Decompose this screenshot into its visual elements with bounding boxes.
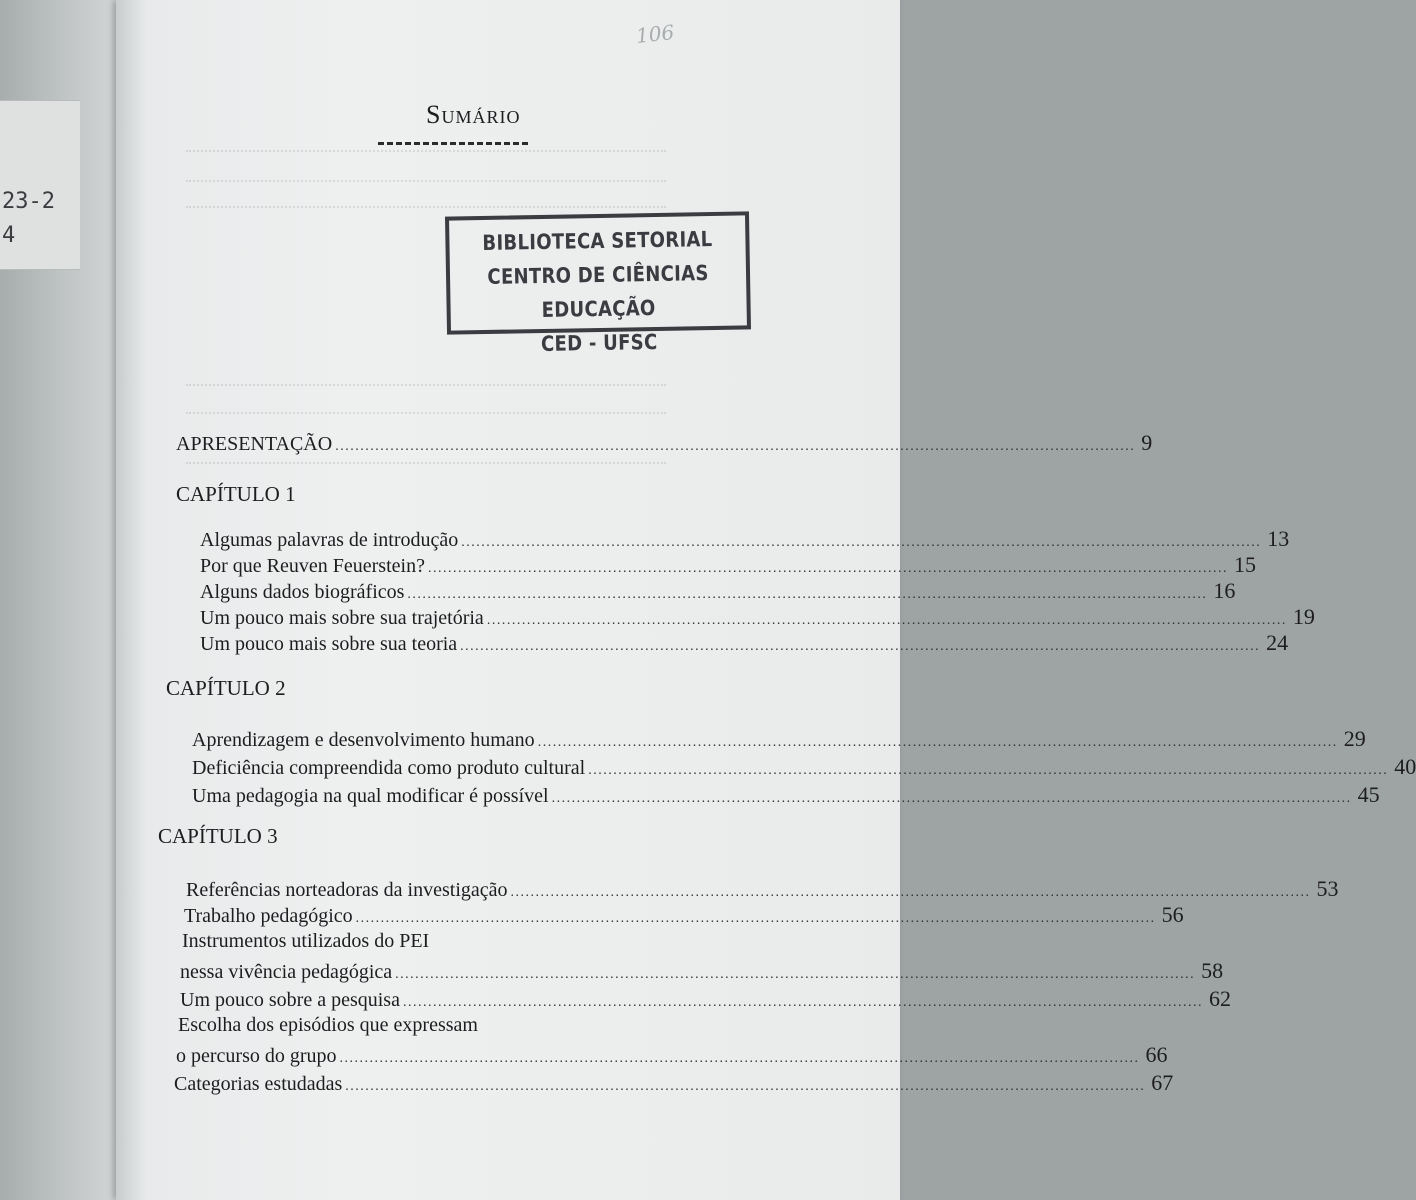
toc-entry-label: Um pouco mais sobre sua teoria: [200, 633, 458, 655]
chapter-2-heading: CAPÍTULO 2: [166, 676, 286, 700]
toc-entry-label-line-1: Instrumentos utilizados do PEI: [182, 930, 430, 952]
toc-entry-label: Um pouco sobre a pesquisa: [180, 989, 400, 1011]
toc-page-number: 45: [1357, 782, 1380, 807]
toc-entry[interactable]: [200, 552, 1256, 578]
book-page: [116, 0, 1416, 1200]
page-title: Sumário: [426, 100, 521, 129]
stamp-line-1: BIBLIOTECA SETORIAL: [482, 226, 713, 256]
toc-entry[interactable]: [180, 958, 1224, 984]
title-divider: [378, 142, 528, 145]
toc-page-number: 66: [1145, 1042, 1168, 1067]
toc-entry-label: Trabalho pedagógico: [184, 905, 353, 927]
toc-page-number: 19: [1292, 604, 1315, 629]
chapter-3-heading: CAPÍTULO 3: [158, 824, 278, 848]
toc-page-number: 62: [1208, 986, 1231, 1011]
toc-leader-dots: ................................................................................................................................................................: [537, 735, 1338, 750]
toc-entry[interactable]: [180, 986, 1231, 1012]
left-page: [0, 0, 120, 1200]
toc-entry[interactable]: [200, 526, 1290, 552]
toc-entry-label: Por que Reuven Feuerstein?: [200, 555, 425, 577]
toc-leader-dots: ................................................................................................................................................................: [551, 791, 1352, 806]
toc-page-number: 67: [1151, 1070, 1174, 1095]
pencil-annotation: 106: [634, 20, 676, 48]
toc-entry-apresentacao[interactable]: [176, 430, 1153, 456]
toc-leader-dots: ................................................................................................................................................................: [407, 587, 1208, 602]
toc-leader-dots: ................................................................................................................................................................: [395, 967, 1196, 982]
toc-page-number: 15: [1233, 552, 1256, 577]
toc-page-number: 56: [1161, 902, 1184, 927]
toc-page-number: 13: [1267, 526, 1290, 551]
chapter-1-heading: CAPÍTULO 1: [176, 482, 296, 506]
library-call-number-label: [0, 100, 80, 270]
toc-entry[interactable]: [174, 1070, 1174, 1096]
toc-entry-label: Algumas palavras de introdução: [200, 529, 459, 551]
toc-entry-label: Categorias estudadas: [174, 1073, 343, 1095]
toc-entry[interactable]: [192, 782, 1380, 808]
toc-leader-dots: ................................................................................................................................................................: [355, 911, 1156, 926]
toc-leader-dots: ................................................................................................................................................................: [427, 561, 1228, 576]
toc-leader-dots: ................................................................................................................................................................: [345, 1079, 1146, 1094]
call-number-line-2: 4: [2, 223, 16, 248]
toc-entry-label-line-1: Escolha dos episódios que expressam: [178, 1014, 478, 1036]
toc-entry[interactable]: [200, 604, 1315, 630]
toc-entry[interactable]: [176, 1042, 1168, 1068]
toc-leader-dots: ................................................................................................................................................................: [588, 763, 1389, 778]
toc-entry-label: Uma pedagogia na qual modificar é possível: [192, 785, 549, 807]
stamp-line-3: CED - UFSC: [540, 329, 658, 357]
toc-page-number: 58: [1201, 958, 1224, 983]
toc-entry[interactable]: [184, 902, 1184, 928]
toc-leader-dots: ................................................................................................................................................................: [339, 1051, 1140, 1066]
toc-leader-dots: ................................................................................................................................................................: [461, 535, 1262, 550]
toc-entry-label: Deficiência compreendida como produto cultural: [192, 757, 586, 779]
toc-leader-dots: ................................................................................................................................................................: [402, 995, 1203, 1010]
toc-entry-label: Um pouco mais sobre sua trajetória: [200, 607, 484, 629]
toc-entry[interactable]: [200, 578, 1236, 604]
toc-leader-dots: ................................................................................................................................................................: [510, 885, 1311, 900]
toc-entry-label: nessa vivência pedagógica: [180, 961, 393, 983]
toc-page-number: 40: [1394, 754, 1416, 779]
toc-page-number: 9: [1141, 430, 1153, 455]
toc-page-number: 29: [1343, 726, 1366, 751]
toc-entry-label: Referências norteadoras da investigação: [186, 879, 508, 901]
toc-entry[interactable]: [200, 630, 1289, 656]
toc-entry[interactable]: [192, 726, 1366, 752]
toc-entry-label: Alguns dados biográficos: [200, 581, 405, 603]
toc-entry[interactable]: [186, 876, 1339, 902]
toc-page-number: 24: [1266, 630, 1289, 655]
toc-leader-dots: ................................................................................................................................................................: [460, 639, 1261, 654]
toc-entry-label: APRESENTAÇÃO: [176, 433, 333, 455]
toc-entry[interactable]: [192, 754, 1416, 780]
toc-entry-label: Aprendizagem e desenvolvimento humano: [192, 729, 535, 751]
library-stamp: [445, 211, 751, 357]
stamp-line-2: CENTRO DE CIÊNCIAS EDUCAÇÃO: [487, 261, 709, 322]
call-number-line-1: 23-2: [2, 189, 55, 214]
toc-page-number: 53: [1316, 876, 1339, 901]
toc-leader-dots: ................................................................................................................................................................: [486, 613, 1287, 628]
toc-page-number: 16: [1213, 578, 1236, 603]
toc-leader-dots: ................................................................................................................................................................: [335, 439, 1136, 454]
toc-entry-label: o percurso do grupo: [176, 1045, 337, 1067]
